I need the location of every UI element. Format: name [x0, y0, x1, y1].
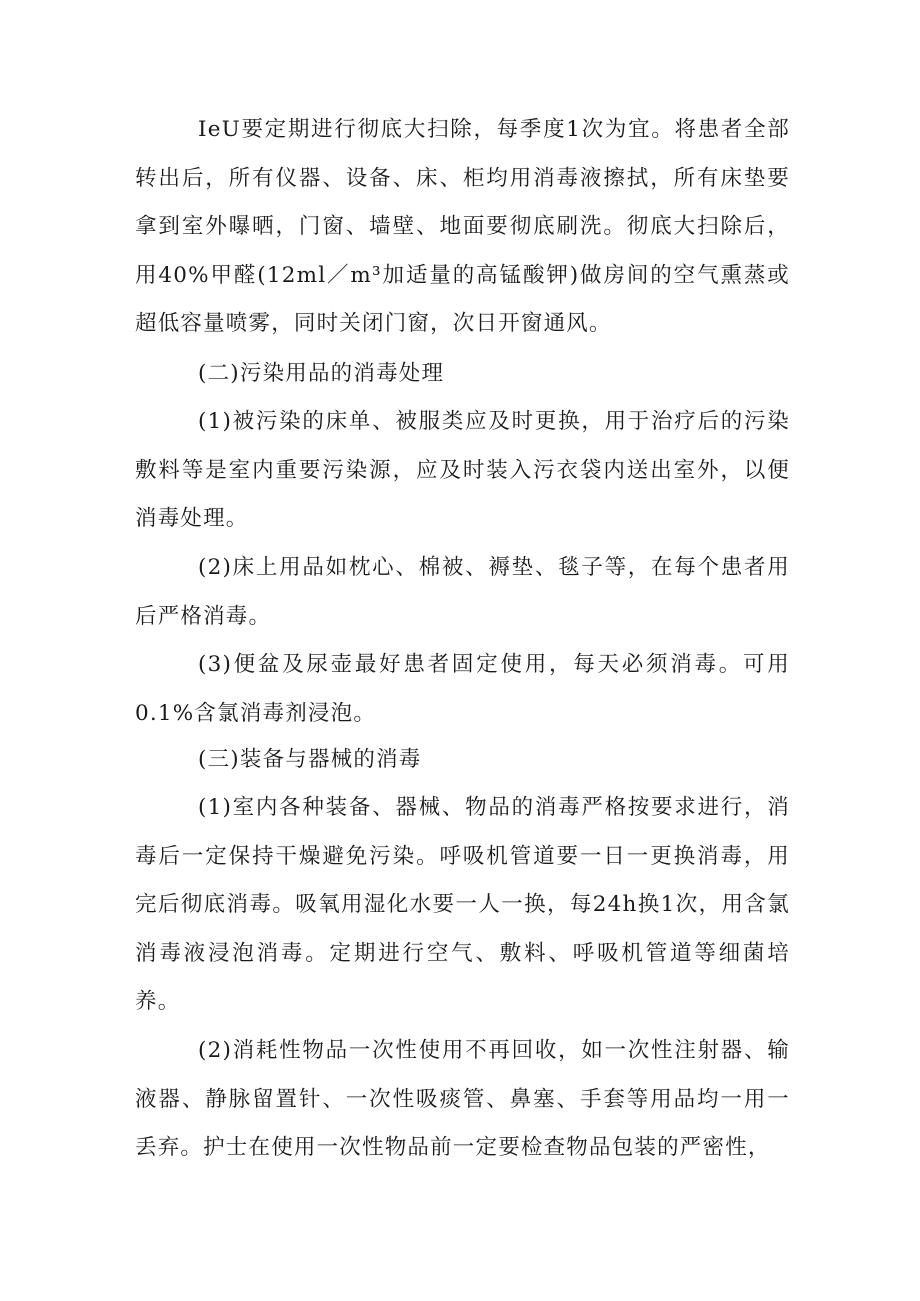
paragraph-bedsheet-replacement: (1)被污染的床单、被服类应及时更换，用于治疗后的污染敷料等是室内重要污染源，应及时装入污衣袋内送出室外，以便消毒处理。 — [135, 409, 790, 532]
paragraph-bedding-disinfection: (2)床上用品如枕心、棉被、褥垫、毯子等，在每个患者用后严格消毒。 — [135, 555, 790, 629]
paragraph-equipment-disinfection: (1)室内各种装备、器械、物品的消毒严格按要求进行，消毒后一定保持干燥避免污染。呼吸机管道要一日一更换消毒，用完后彻底消毒。吸氧用湿化水要一人一换，每24h换1次，用含氯消毒液浸泡消毒。定期进行空气、敷料、呼吸机管道等细菌培养。 — [135, 795, 790, 1015]
paragraph-icu-cleaning: IeU要定期进行彻底大扫除，每季度1次为宜。将患者全部转出后，所有仪器、设备、床、柜均用消毒液擦拭，所有床垫要拿到室外曝晒，门窗、墙壁、地面要彻底刷洗。彻底大扫除后，用40%甲醛(12ml／m³加适量的高锰酸钾)做房间的空气熏蒸或超低容量喷雾，同时关闭门窗，次日开窗通风。 — [135, 117, 790, 337]
paragraph-bedpan-disinfection: (3)便盆及尿壶最好患者固定使用，每天必须消毒。可用0.1%含氯消毒剂浸泡。 — [135, 652, 790, 726]
section-heading-contaminated-items: (二)污染用品的消毒处理 — [198, 361, 445, 386]
paragraph-disposable-items: (2)消耗性物品一次性使用不再回收，如一次性注射器、输液器、静脉留置针、一次性吸痰管、鼻塞、手套等用品均一用一丢弃。护士在使用一次性物品前一定要检查物品包装的严密性， — [135, 1038, 790, 1161]
section-heading-equipment-disinfection: (三)装备与器械的消毒 — [198, 747, 422, 772]
